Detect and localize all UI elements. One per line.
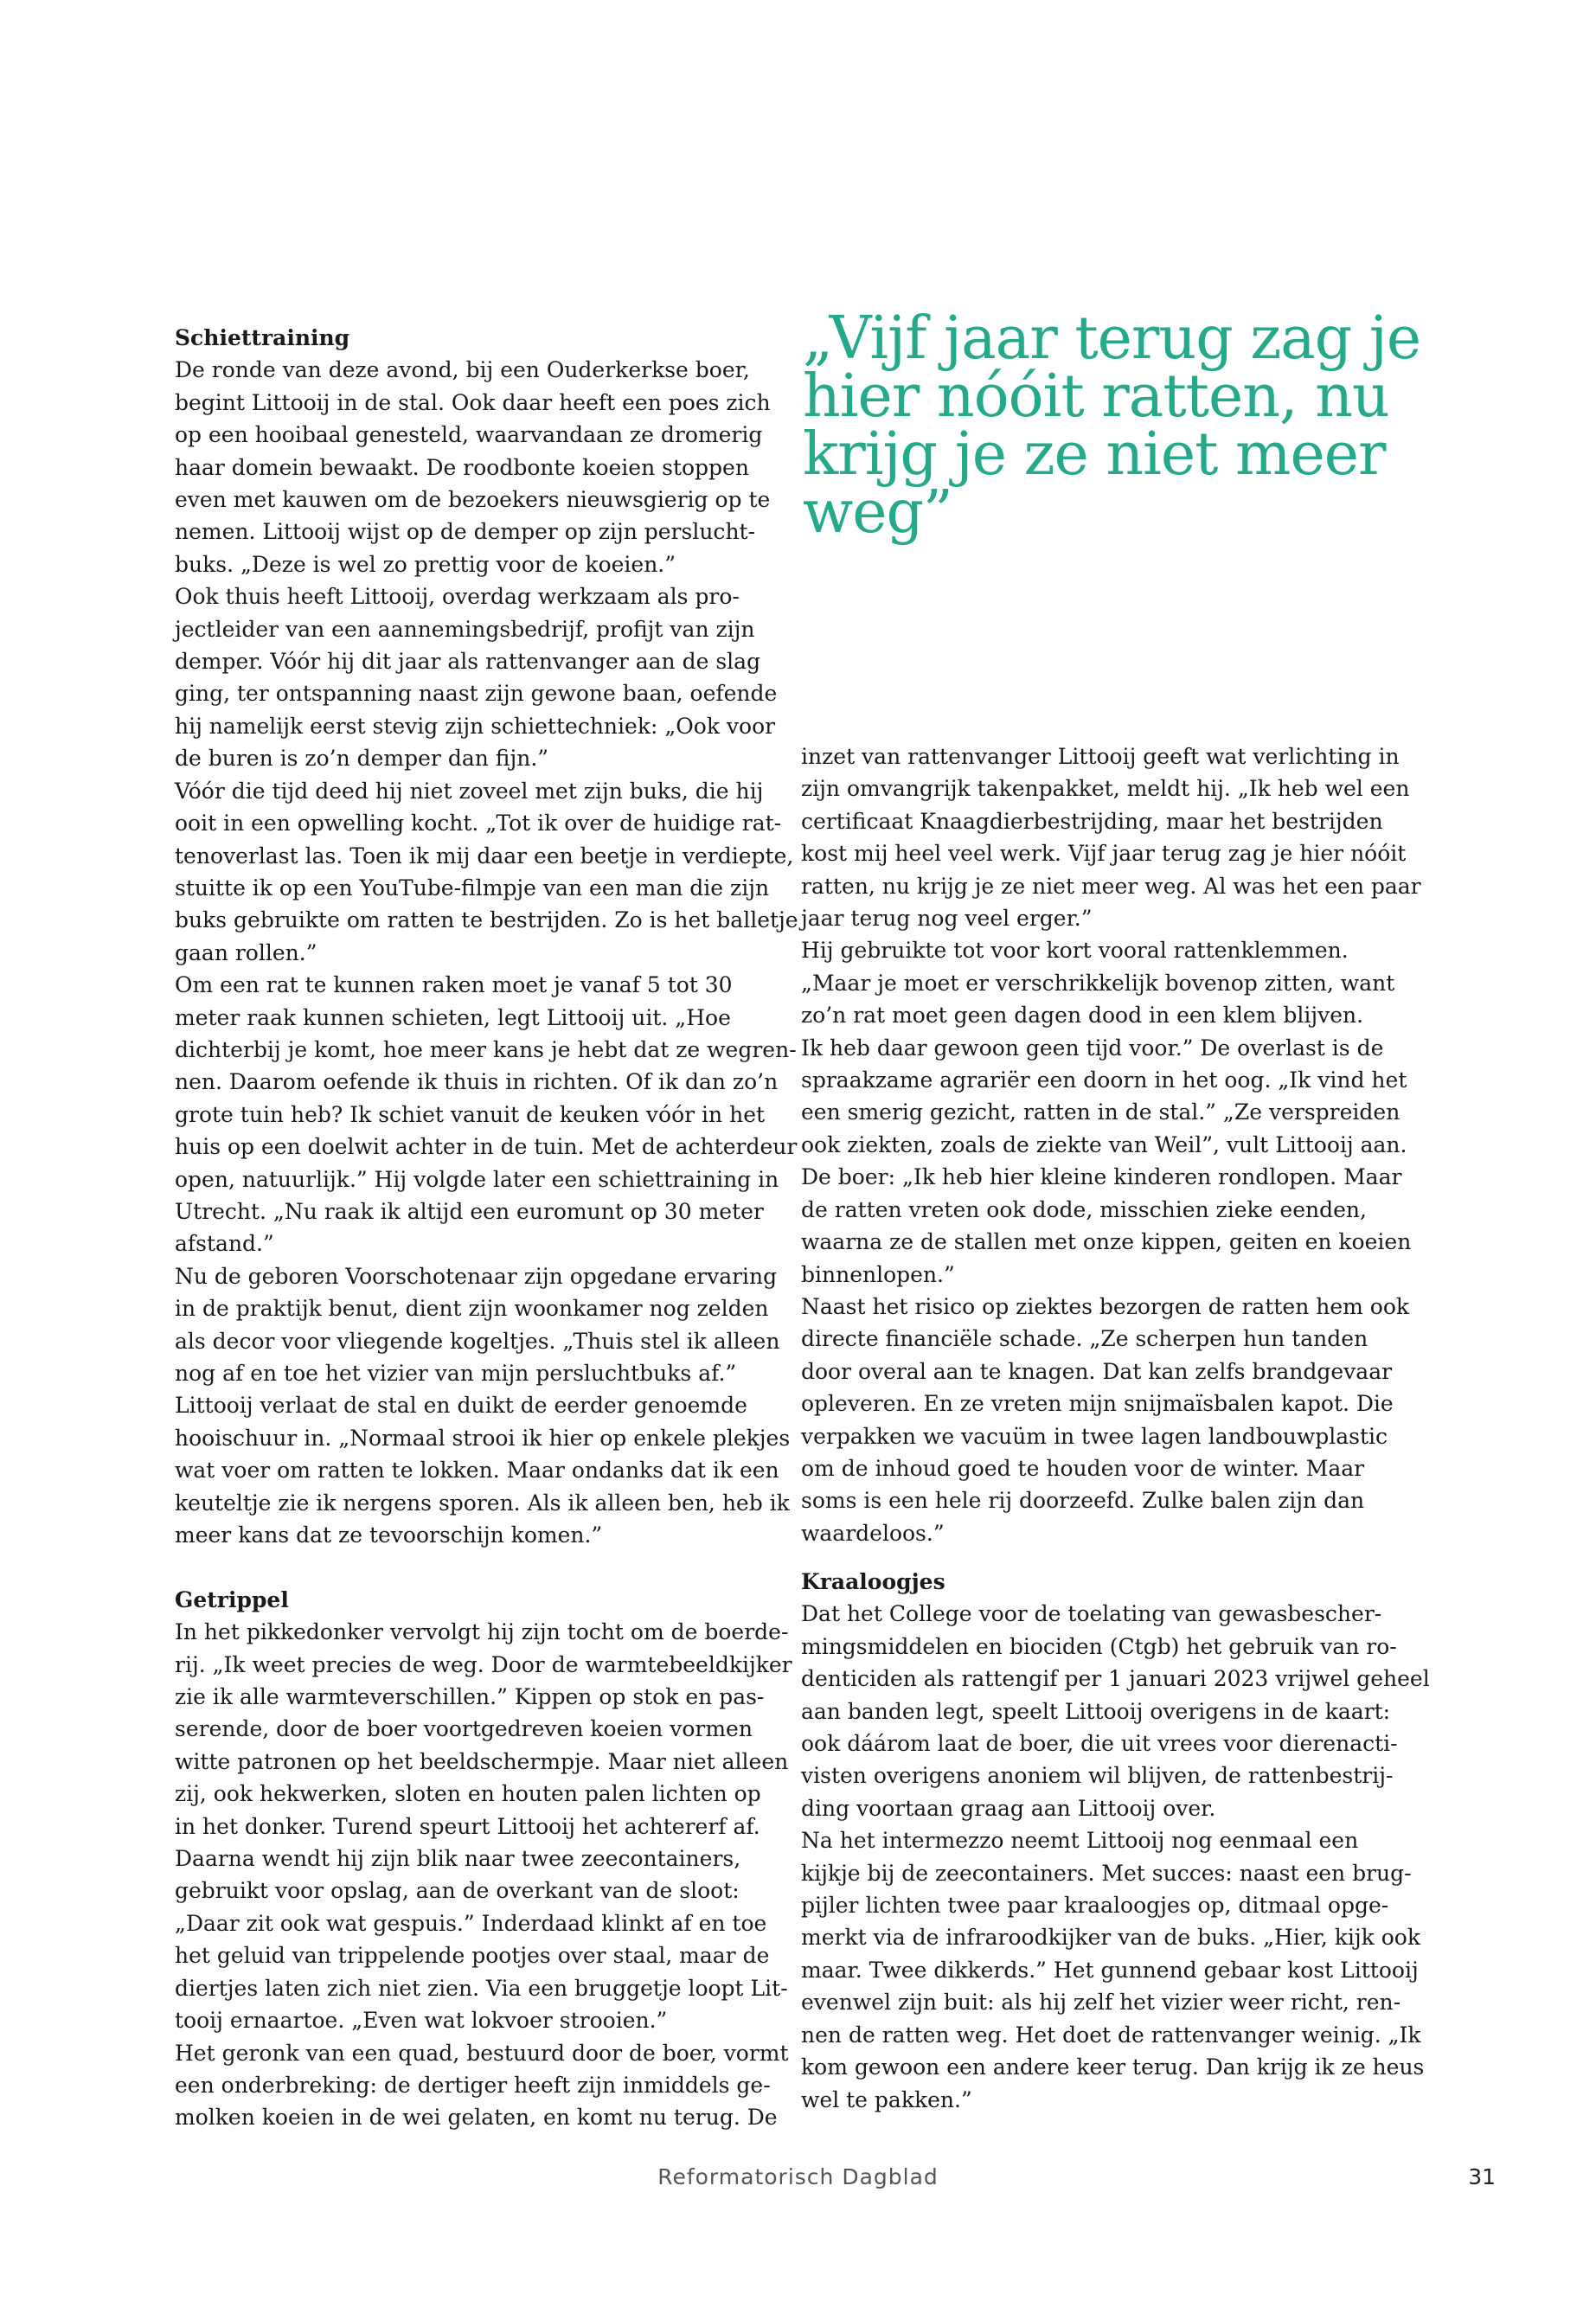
text-line: certificaat Knaagdierbestrijding, maar het bestrijden [801, 808, 1383, 834]
page-number: 31 [1468, 2164, 1496, 2189]
text-line: directe financiële schade. „Ze scherpen hun tanden [801, 1326, 1368, 1352]
text-line: demper. Vóór hij dit jaar als rattenvanger aan de slag [175, 649, 761, 675]
text-line: diertjes laten zich niet zien. Via een bruggetje loopt Lit- [175, 1975, 788, 2001]
text-line: een onderbreking: de dertiger heeft zijn inmiddels ge- [175, 2072, 771, 2098]
text-line: tenoverlast las. Toen ik mij daar een beetje in verdiepte, [175, 843, 794, 868]
text-line: even met kauwen om de bezoekers nieuwsgierig op te [175, 487, 771, 513]
text-line: zij, ook hekwerken, sloten en houten palen lichten op [175, 1781, 761, 1807]
text-line: aan banden legt, speelt Littooij overigens in de kaart: [801, 1698, 1391, 1724]
text-line: Littooij verlaat de stal en duikt de eerder genoemde [175, 1393, 747, 1419]
text-line: Utrecht. „Nu raak ik altijd een euromunt op 30 meter [175, 1198, 764, 1224]
text-line: ooit in een opwelling kocht. „Tot ik over de huidige rat- [175, 811, 782, 836]
text-line: In het pikkedonker vervolgt hij zijn tocht om de boerde- [175, 1619, 789, 1645]
text-line: gebruikt voor opslag, aan de overkant van de sloot: [175, 1878, 740, 1904]
text-line: Nu de geboren Voorschotenaar zijn opgedane ervaring [175, 1263, 778, 1289]
text-line: De boer: „Ik heb hier kleine kinderen rondlopen. Maar [801, 1164, 1402, 1190]
text-line: weg” [803, 478, 952, 547]
text-line: ratten, nu krijg je ze niet meer weg. Al was het een paar [801, 873, 1421, 899]
text-line: inzet van rattenvanger Littooij geeft wat verlichting in [801, 744, 1400, 769]
section-body-schiettraining [175, 354, 798, 1551]
section-gap [175, 1551, 772, 1583]
text-line: mingsmiddelen en biociden (Ctgb) het gebruik van ro- [801, 1633, 1397, 1659]
text-line: spraakzame agrariër een doorn in het oog. „Ik vind het [801, 1067, 1407, 1093]
text-line: het geluid van trippelende pootjes over staal, maar de [175, 1943, 770, 1969]
section-body-kraaloogjes [801, 1598, 1430, 2116]
text-line: als decor voor vliegende kogeltjes. „Thuis stel ik alleen [175, 1328, 780, 1354]
text-line: Ik heb daar gewoon geen tijd voor.” De overlast is de [801, 1035, 1384, 1061]
text-line: pijler lichten twee paar kraaloogjes op, ditmaal opge- [801, 1893, 1389, 1919]
text-line: kost mij heel veel werk. Vijf jaar terug zag je hier nóóit [801, 841, 1407, 867]
text-line: Naast het risico op ziektes bezorgen de ratten hem ook [801, 1293, 1410, 1319]
text-line: hij namelijk eerst stevig zijn schiettechniek: „Ook voor [175, 713, 776, 739]
text-line: op een hooibaal genesteld, waarvandaan ze dromerig [175, 422, 763, 448]
text-line: denticiden als rattengif per 1 januari 2023 vrijwel geheel [801, 1666, 1430, 1692]
text-line: afstand.” [175, 1231, 274, 1257]
section-heading-kraaloogjes: Kraaloogjes [801, 1569, 945, 1594]
text-line: evenwel zijn buit: als hij zelf het vizier weer richt, ren- [801, 1990, 1401, 2016]
text-line: kijkje bij de zeecontainers. Met succes: naast een brug- [801, 1860, 1412, 1886]
text-line: buks gebruikte om ratten te bestrijden. Zo is het balletje [175, 907, 798, 933]
text-line: waardeloos.” [801, 1520, 945, 1546]
section-body-getrippel [175, 1616, 792, 2134]
text-line: binnenlopen.” [801, 1261, 955, 1287]
text-line: keuteltje zie ik nergens sporen. Als ik alleen ben, heb ik [175, 1490, 790, 1516]
text-line: grote tuin heb? Ik schiet vanuit de keuken vóór in het [175, 1101, 766, 1127]
text-line: zo’n rat moet geen dagen dood in een klem blijven. [801, 1003, 1364, 1029]
publication-name: Reformatorisch Dagblad [657, 2164, 939, 2189]
text-line: ging, ter ontspanning naast zijn gewone baan, oefende [175, 681, 778, 707]
text-line: tooij ernaartoe. „Even wat lokvoer strooien.” [175, 2008, 668, 2034]
text-line: rij. „Ik weet precies de weg. Door de warmtebeeldkijker [175, 1651, 792, 1677]
text-line: De ronde van deze avond, bij een Ouderkerkse boer, [175, 357, 750, 383]
text-line: merkt via de infraroodkijker van de buks. „Hier, kijk ook [801, 1925, 1420, 1951]
text-line: door overal aan te knagen. Dat kan zelfs brandgevaar [801, 1358, 1393, 1384]
text-line: de buren is zo’n demper dan fijn.” [175, 746, 549, 772]
text-line: een smerig gezicht, ratten in de stal.” „Ze verspreiden [801, 1099, 1401, 1125]
right-column-intro [801, 740, 1421, 1549]
text-line: wat voer om ratten te lokken. Maar ondanks dat ik een [175, 1458, 779, 1484]
text-line: in het donker. Turend speurt Littooij het achtererf af. [175, 1813, 760, 1839]
text-line: witte patronen op het beeldschermpje. Maar niet alleen [175, 1748, 789, 1774]
text-line: verpakken we vacuüm in twee lagen landbouwplastic [801, 1423, 1388, 1449]
text-line: Vóór die tijd deed hij niet zoveel met zijn buks, die hij [175, 778, 764, 804]
text-line: nemen. Littooij wijst op de demper op zijn perslucht- [175, 519, 756, 545]
right-column-section [801, 1566, 1430, 2116]
text-line: „Daar zit ook wat gespuis.” Inderdaad klinkt af en toe [175, 1910, 767, 1936]
text-line: nen. Daarom oefende ik thuis in richten. Of ik dan zo’n [175, 1069, 779, 1095]
text-line: hooischuur in. „Normaal strooi ik hier op enkele plekjes [175, 1425, 791, 1451]
text-line: Dat het College voor de toelating van gewasbescher- [801, 1601, 1382, 1627]
text-line: soms is een hele rij doorzeefd. Zulke balen zijn dan [801, 1488, 1365, 1514]
text-line: waarna ze de stallen met onze kippen, geiten en koeien [801, 1229, 1412, 1255]
text-line: huis op een doelwit achter in de tuin. Met de achterdeur [175, 1134, 798, 1160]
text-line: Hij gebruikte tot voor kort vooral rattenklemmen. [801, 938, 1349, 964]
text-line: molken koeien in de wei gelaten, en komt nu terug. De [175, 2105, 778, 2131]
text-line: om de inhoud goed te houden voor de winter. Maar [801, 1455, 1365, 1481]
text-line: jaar terug nog veel erger.” [801, 906, 1093, 932]
text-line: nog af en toe het vizier van mijn persluchtbuks af.” [175, 1361, 737, 1386]
text-line: „Vijf jaar terug zag je [803, 304, 1421, 373]
text-line: Om een rat te kunnen raken moet je vanaf 5 tot 30 [175, 972, 733, 998]
text-line: kom gewoon een andere keer terug. Dan krijg ik ze heus [801, 2054, 1425, 2080]
text-line: wel te pakken.” [801, 2086, 972, 2112]
pull-quote [803, 304, 1460, 547]
text-line: meer kans dat ze tevoorschijn komen.” [175, 1522, 603, 1548]
text-line: zie ik alle warmteverschillen.” Kippen op stok en pas- [175, 1684, 765, 1710]
section-heading-getrippel: Getrippel [175, 1586, 289, 1612]
text-line: Na het intermezzo neemt Littooij nog eenmaal een [801, 1828, 1359, 1854]
left-column [175, 322, 798, 2134]
text-line: ook ziekten, zoals de ziekte van Weil”, vult Littooij aan. [801, 1131, 1407, 1157]
text-line: Het geronk van een quad, bestuurd door de boer, vormt [175, 2040, 789, 2066]
text-line: serende, door de boer voortgedreven koeien vormen [175, 1716, 753, 1742]
text-line: gaan rollen.” [175, 939, 317, 965]
text-line: in de praktijk benut, dient zijn woonkamer nog zelden [175, 1296, 769, 1322]
text-line: nen de ratten weg. Het doet de rattenvanger weinig. „Ik [801, 2022, 1421, 2048]
text-line: jectleider van een aannemingsbedrijf, profijt van zijn [175, 616, 755, 642]
text-line: stuitte ik op een YouTube-filmpje van een man die zijn [175, 875, 770, 901]
section-heading-schiettraining: Schiettraining [175, 325, 350, 350]
text-line: ook dáárom laat de boer, die uit vrees voor dierenacti- [801, 1731, 1398, 1757]
text-line: zijn omvangrijk takenpakket, meldt hij. „Ik heb wel een [801, 776, 1410, 802]
text-line: ding voortaan graag aan Littooij over. [801, 1795, 1216, 1821]
text-line: buks. „Deze is wel zo prettig voor de koeien.” [175, 551, 676, 577]
text-line: krijg je ze niet meer [803, 420, 1386, 489]
text-line: visten overigens anoniem wil blijven, de rattenbestrij- [801, 1763, 1394, 1789]
text-line: open, natuurlijk.” Hij volgde later een schiettraining in [175, 1166, 779, 1192]
text-line: Ook thuis heeft Littooij, overdag werkzaam als pro- [175, 584, 740, 610]
text-line: Daarna wendt hij zijn blik naar twee zeecontainers, [175, 1846, 741, 1872]
text-line: „Maar je moet er verschrikkelijk bovenop zitten, want [801, 970, 1395, 996]
text-line: hier nóóit ratten, nu [803, 362, 1389, 431]
text-line: dichterbij je komt, hoe meer kans je hebt dat ze wegren- [175, 1036, 797, 1062]
text-line: begint Littooij in de stal. Ook daar heeft een poes zich [175, 389, 771, 415]
text-line: opleveren. En ze vreten mijn snijmaïsbalen kapot. Die [801, 1391, 1394, 1417]
text-line: de ratten vreten ook dode, misschien zieke eenden, [801, 1196, 1367, 1222]
text-line: haar domein bewaakt. De roodbonte koeien stoppen [175, 454, 749, 480]
text-line: meter raak kunnen schieten, legt Littooij uit. „Hoe [175, 1004, 731, 1030]
text-line: maar. Twee dikkerds.” Het gunnend gebaar kost Littooij [801, 1957, 1419, 1983]
